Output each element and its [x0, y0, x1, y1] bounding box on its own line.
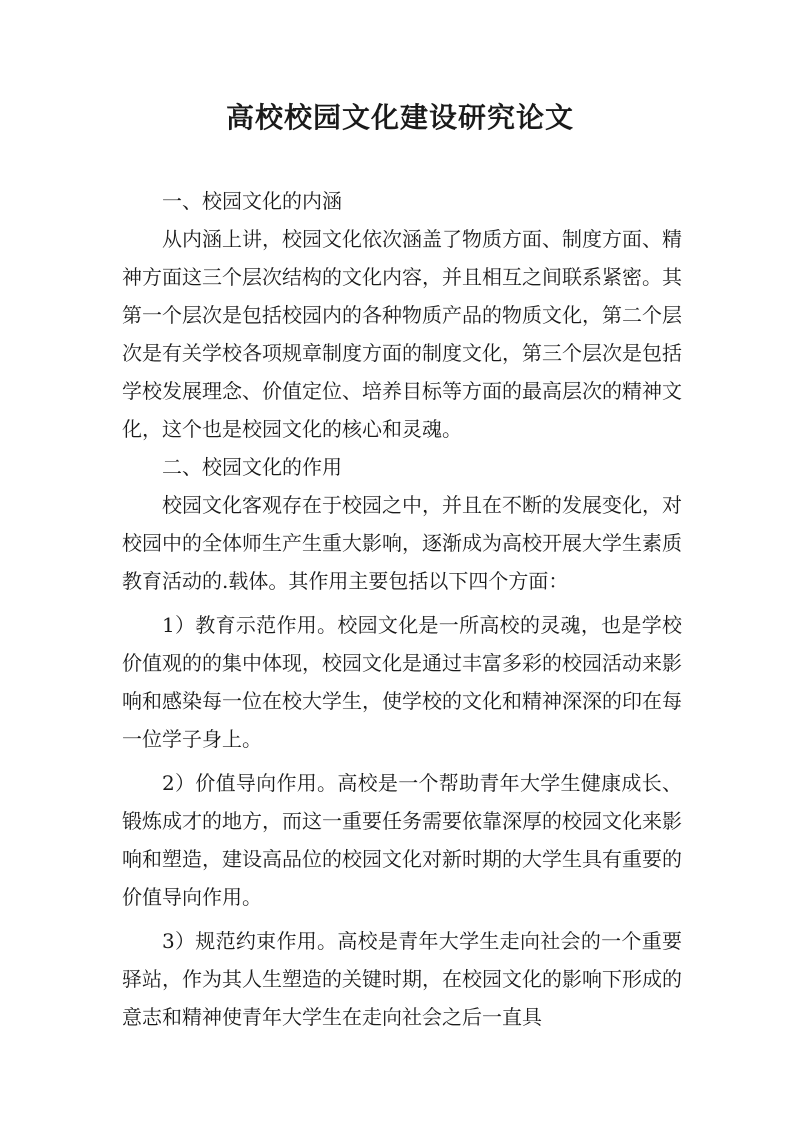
paragraph: 3）规范约束作用。高校是青年大学生走向社会的一个重要驿站，作为其人生塑造的关键时期，在校园文化的影响下形成的意志和精神使青年大学生在走向社会之后一直具 — [122, 929, 682, 1029]
paragraph: 2）价值导向作用。高校是一个帮助青年大学生健康成长、锻炼成才的地方，而这一重要任务需要依靠深厚的校园文化来影响和塑造，建设高品位的校园文化对新时期的大学生具有重要的价值导向作用。 — [122, 771, 682, 909]
paragraph: 1）教育示范作用。校园文化是一所高校的灵魂，也是学校价值观的的集中体现，校园文化是通过丰富多彩的校园活动来影响和感染每一位在校大学生，使学校的文化和精神深深的印在每一位学子身上。 — [122, 613, 682, 751]
section-heading: 二、校园文化的作用 — [162, 455, 342, 479]
document-body — [122, 182, 682, 1036]
section-heading: 一、校园文化的内涵 — [162, 189, 342, 213]
paragraph: 从内涵上讲，校园文化依次涵盖了物质方面、制度方面、精神方面这三个层次结构的文化内容，并且相互之间联系紧密。其第一个层次是包括校园内的各种物质产品的物质文化，第二个层次是有关学校各项规章制度方面的制度文化，第三个层次是包括学校发展理念、价值定位、培养目标等方面的最高层次的精神文化，这个也是校园文化的核心和灵魂。 — [122, 227, 682, 441]
document-title: 高校校园文化建设研究论文 — [225, 101, 574, 134]
paragraph: 校园文化客观存在于校园之中，并且在不断的发展变化，对校园中的全体师生产生重大影响，逐渐成为高校开展大学生素质教育活动的.载体。其作用主要包括以下四个方面： — [122, 493, 682, 593]
